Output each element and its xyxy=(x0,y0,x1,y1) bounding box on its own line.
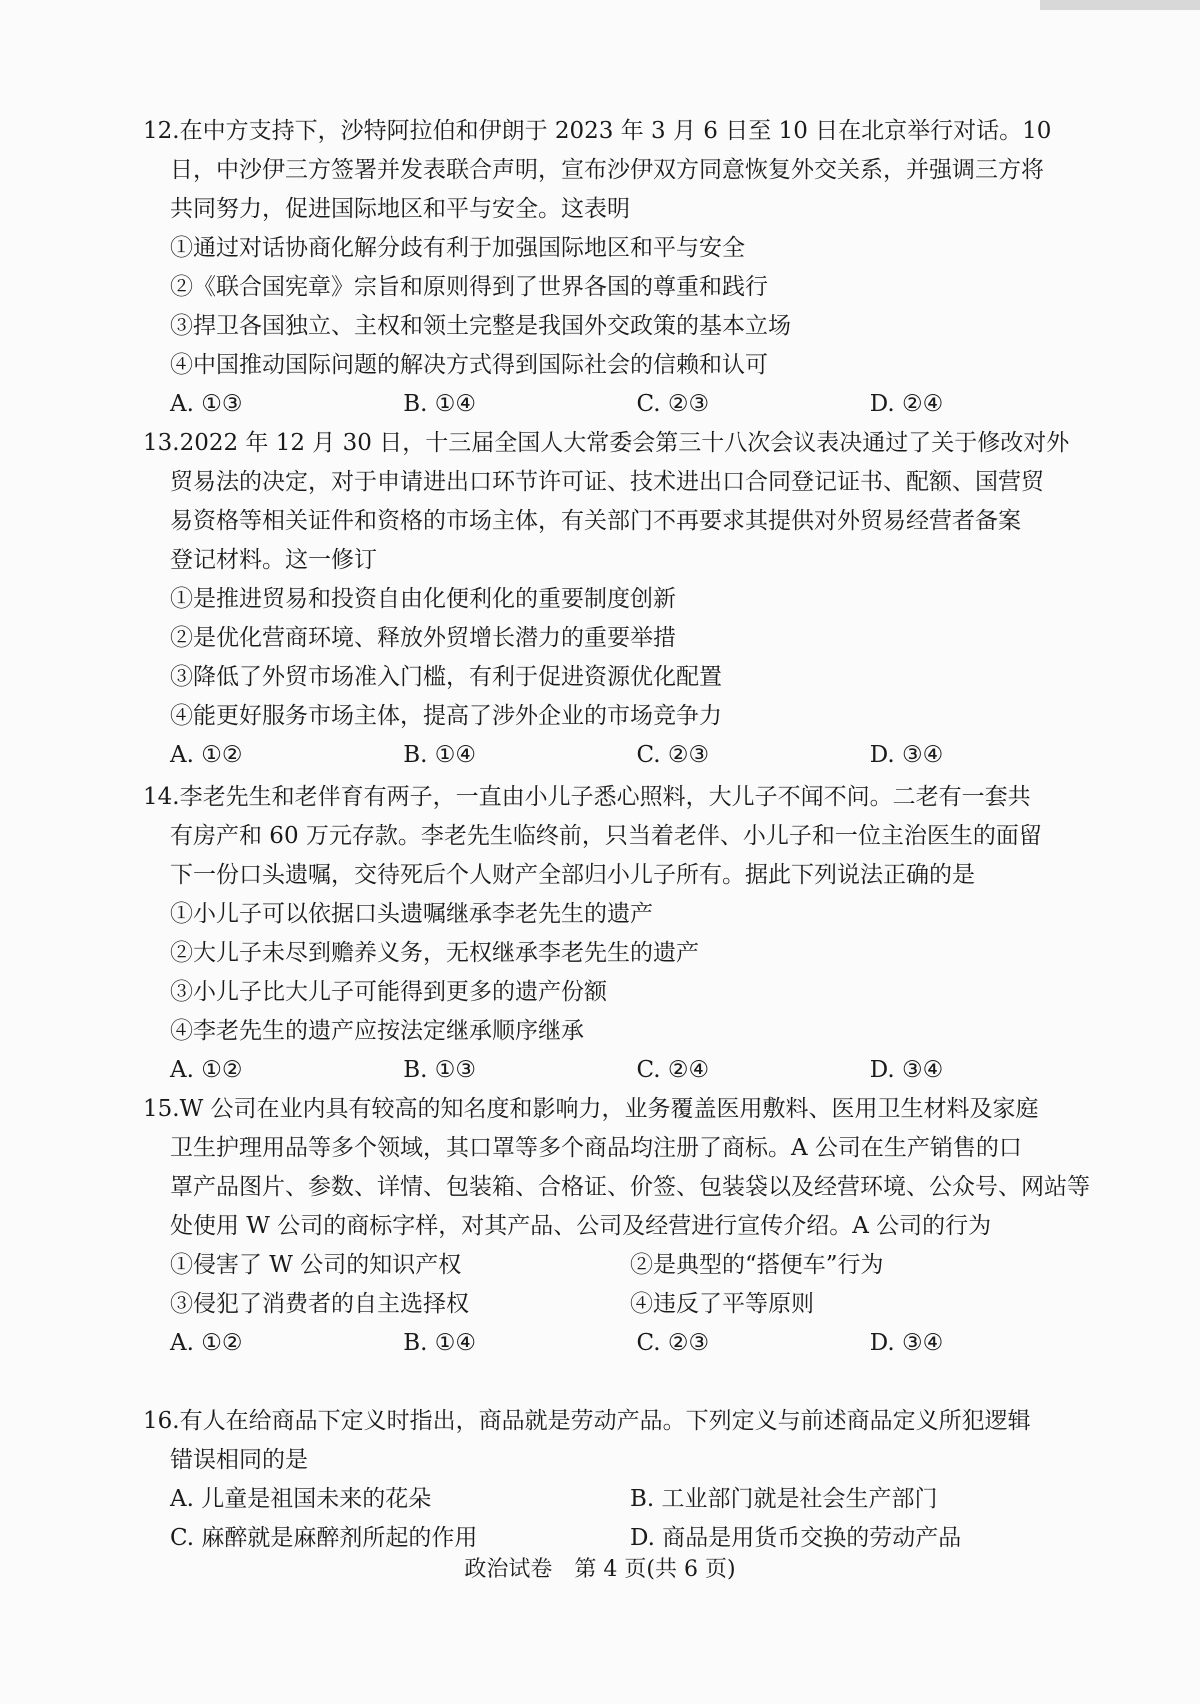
question-13-stem-line-3: 易资格等相关证件和资格的市场主体，有关部门不再要求其提供对外贸易经营者备案 xyxy=(170,508,1021,534)
question-12-options xyxy=(143,385,1103,424)
question-15-stem-line-1: 15.W 公司在业内具有较高的知名度和影响力，业务覆盖医用敷料、医用卫生材料及家庭 xyxy=(143,1096,1039,1122)
question-13-item-4: ④能更好服务市场主体，提高了涉外企业的市场竞争力 xyxy=(170,703,722,729)
option-c: C. 麻醉就是麻醉剂所起的作用 xyxy=(170,1525,478,1551)
option-b: B. ①④ xyxy=(403,742,477,768)
option-d: D. ③④ xyxy=(869,742,944,768)
question-15-items-row-2 xyxy=(143,1285,1103,1324)
question-14-stem-line-1: 14.李老先生和老伴育有两子，一直由小儿子悉心照料，大儿子不闻不问。二老有一套共 xyxy=(143,784,1031,810)
question-13-item-2: ②是优化营商环境、释放外贸增长潜力的重要举措 xyxy=(170,625,676,651)
question-15-stem-line-3: 罩产品图片、参数、详情、包装箱、合格证、价签、包装袋以及经营环境、公众号、网站等 xyxy=(170,1174,1090,1200)
option-c: C. ②③ xyxy=(636,742,710,768)
question-15-stem-line-2: 卫生护理用品等多个领域，其口罩等多个商品均注册了商标。A 公司在生产销售的口 xyxy=(170,1135,1022,1161)
question-14-item-4: ④李老先生的遗产应按法定继承顺序继承 xyxy=(170,1018,584,1044)
question-14-item-1: ①小儿子可以依据口头遗嘱继承李老先生的遗产 xyxy=(170,901,653,927)
question-15-options xyxy=(143,1324,1103,1363)
option-d: D. ③④ xyxy=(869,1330,944,1356)
question-13-stem-line-2: 贸易法的决定，对于申请进出口环节许可证、技术进出口合同登记证书、配额、国营贸 xyxy=(170,469,1044,495)
option-a: A. ①③ xyxy=(170,391,243,417)
option-b: B. 工业部门就是社会生产部门 xyxy=(630,1486,938,1512)
question-14 xyxy=(143,778,1103,1090)
scan-edge-mark xyxy=(1040,0,1200,10)
question-12 xyxy=(143,112,1103,424)
option-a: A. ①② xyxy=(170,742,243,768)
question-12-stem-line-3: 共同努力，促进国际地区和平与安全。这表明 xyxy=(170,196,630,222)
option-b: B. ①④ xyxy=(403,391,477,417)
question-12-item-2: ②《联合国宪章》宗旨和原则得到了世界各国的尊重和践行 xyxy=(170,274,768,300)
question-12-stem-line-1: 12.在中方支持下，沙特阿拉伯和伊朗于 2023 年 3 月 6 日至 10 日在北京举行对话。10 xyxy=(143,118,1052,144)
question-13-stem-line-1: 13.2022 年 12 月 30 日，十三届全国人大常委会第三十八次会议表决通过了关于修改对外 xyxy=(143,430,1070,456)
question-15-item-4: ④违反了平等原则 xyxy=(630,1291,814,1317)
option-d: D. ②④ xyxy=(869,391,944,417)
option-a: A. ①② xyxy=(170,1057,243,1083)
option-b: B. ①④ xyxy=(403,1330,477,1356)
question-14-stem-line-2: 有房产和 60 万元存款。李老先生临终前，只当着老伴、小儿子和一位主治医生的面留 xyxy=(170,823,1042,849)
question-16 xyxy=(143,1402,1103,1558)
question-14-stem-line-3: 下一份口头遗嘱，交待死后个人财产全部归小儿子所有。据此下列说法正确的是 xyxy=(170,862,975,888)
option-c: C. ②③ xyxy=(636,1330,710,1356)
option-a: A. ①② xyxy=(170,1330,243,1356)
question-14-options xyxy=(143,1051,1103,1090)
question-15-item-3: ③侵犯了消费者的自主选择权 xyxy=(170,1291,469,1317)
question-16-options-row-2 xyxy=(143,1519,1103,1558)
option-b: B. ①③ xyxy=(403,1057,477,1083)
question-13-item-3: ③降低了外贸市场准入门槛，有利于促进资源优化配置 xyxy=(170,664,722,690)
question-12-item-3: ③捍卫各国独立、主权和领土完整是我国外交政策的基本立场 xyxy=(170,313,791,339)
question-14-item-2: ②大儿子未尽到赡养义务，无权继承李老先生的遗产 xyxy=(170,940,699,966)
question-15-item-1: ①侵害了 W 公司的知识产权 xyxy=(170,1252,462,1278)
question-13-item-1: ①是推进贸易和投资自由化便利化的重要制度创新 xyxy=(170,586,676,612)
question-14-item-3: ③小儿子比大儿子可能得到更多的遗产份额 xyxy=(170,979,607,1005)
question-15-items-row-1 xyxy=(143,1246,1103,1285)
question-15-stem-line-4: 处使用 W 公司的商标字样，对其产品、公司及经营进行宣传介绍。A 公司的行为 xyxy=(170,1213,992,1239)
question-12-stem-line-2: 日，中沙伊三方签署并发表联合声明，宣布沙伊双方同意恢复外交关系，并强调三方将 xyxy=(170,157,1044,183)
option-a: A. 儿童是祖国未来的花朵 xyxy=(170,1486,432,1512)
question-13-options xyxy=(143,736,1103,775)
option-d: D. 商品是用货币交换的劳动产品 xyxy=(630,1525,962,1551)
option-c: C. ②④ xyxy=(636,1057,710,1083)
question-16-options-row-1 xyxy=(143,1480,1103,1519)
option-c: C. ②③ xyxy=(636,391,710,417)
question-15 xyxy=(143,1090,1103,1363)
question-13 xyxy=(143,424,1103,775)
question-15-item-2: ②是典型的“搭便车”行为 xyxy=(630,1252,884,1278)
question-16-stem-line-2: 错误相同的是 xyxy=(170,1447,308,1473)
option-d: D. ③④ xyxy=(869,1057,944,1083)
page-footer: 政治试卷 第 4 页(共 6 页) xyxy=(464,1557,736,1582)
question-13-stem-line-4: 登记材料。这一修订 xyxy=(170,547,377,573)
question-12-item-4: ④中国推动国际问题的解决方式得到国际社会的信赖和认可 xyxy=(170,352,768,378)
question-12-item-1: ①通过对话协商化解分歧有利于加强国际地区和平与安全 xyxy=(170,235,745,261)
question-16-stem-line-1: 16.有人在给商品下定义时指出，商品就是劳动产品。下列定义与前述商品定义所犯逻辑 xyxy=(143,1408,1031,1434)
